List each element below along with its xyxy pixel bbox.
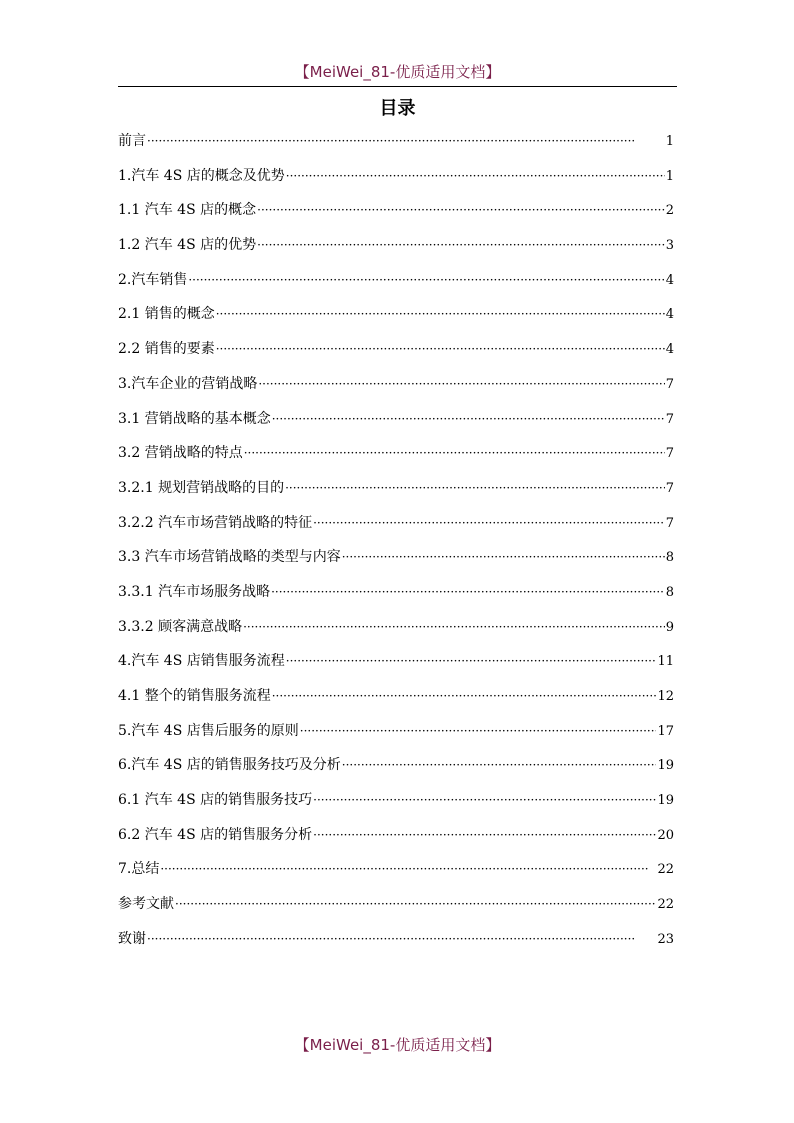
toc-dot-leader: [272, 402, 665, 437]
toc-dot-leader: [272, 679, 657, 714]
toc-dot-leader: [188, 263, 664, 298]
toc-entry[interactable]: [118, 402, 674, 437]
toc-dot-leader: [342, 540, 665, 575]
toc-entry-title: 3.1 营销战略的基本概念: [118, 410, 271, 427]
toc-entry-page-number: 7: [665, 515, 674, 531]
toc-entry-page-number: 7: [665, 446, 674, 462]
toc-entry[interactable]: [118, 818, 674, 853]
toc-dot-leader: [257, 228, 665, 263]
toc-entry[interactable]: [118, 922, 674, 957]
toc-entry-title: 1.2 汽车 4S 店的优势: [118, 237, 257, 254]
toc-dot-leader: [313, 506, 665, 541]
page-footer: 【MeiWei_81-优质适用文档】: [294, 1036, 501, 1054]
toc-entry-title: 参考文献: [118, 896, 174, 913]
toc-dot-leader: [313, 783, 656, 818]
toc-dot-leader: [147, 124, 665, 159]
toc-entry[interactable]: [118, 748, 674, 783]
toc-dot-leader: [257, 193, 665, 228]
toc-entry-title: 1.1 汽车 4S 店的概念: [118, 202, 257, 219]
toc-entry-page-number: 4: [665, 307, 674, 323]
toc-title: 目录: [379, 98, 416, 119]
toc-entry-page-number: 22: [657, 862, 674, 878]
toc-entry[interactable]: [118, 540, 674, 575]
toc-dot-leader: [286, 159, 665, 194]
toc-entry-title: 4.汽车 4S 店销售服务流程: [118, 653, 285, 670]
toc-entry[interactable]: [118, 367, 674, 402]
toc-entry-page-number: 4: [665, 272, 674, 288]
toc-entry-page-number: 9: [665, 619, 674, 635]
toc-entry-page-number: 23: [657, 931, 674, 947]
toc-entry[interactable]: [118, 159, 674, 194]
toc-entry[interactable]: [118, 263, 674, 298]
toc-entry[interactable]: [118, 228, 674, 263]
toc-dot-leader: [300, 714, 657, 749]
toc-entry-title: 3.2.1 规划营销战略的目的: [118, 479, 285, 496]
toc-entry-page-number: 7: [665, 376, 674, 392]
toc-entry-title: 6.汽车 4S 店的销售服务技巧及分析: [118, 757, 341, 774]
toc-entry-page-number: 1: [665, 134, 674, 149]
toc-entry-title: 3.2 营销战略的特点: [118, 445, 243, 462]
toc-entry-page-number: 19: [657, 793, 674, 809]
toc-dot-leader: [244, 436, 665, 471]
toc-dot-leader: [243, 610, 665, 645]
toc-entry-page-number: 12: [657, 689, 674, 704]
toc-dot-leader: [285, 471, 665, 506]
toc-entry[interactable]: [118, 332, 674, 367]
toc-entry-title: 3.3.1 汽车市场服务战略: [118, 583, 271, 600]
toc-entry-title: 5.汽车 4S 店售后服务的原则: [118, 722, 299, 739]
toc-dot-leader: [286, 644, 657, 679]
toc-entry-page-number: 22: [657, 897, 674, 913]
toc-entry-page-number: 3: [665, 238, 674, 254]
toc-dot-leader: [160, 852, 656, 887]
toc-entry[interactable]: [118, 471, 674, 506]
toc-entry-page-number: 17: [657, 723, 674, 739]
toc-entry-page-number: 7: [665, 480, 674, 496]
toc-entry-page-number: 7: [665, 411, 674, 427]
toc-entry-page-number: 11: [657, 654, 674, 670]
toc-dot-leader: [271, 575, 665, 610]
toc-entry[interactable]: [118, 436, 674, 471]
page-header: 【MeiWei_81-优质适用文档】: [118, 58, 677, 87]
toc-entry-page-number: 20: [657, 827, 674, 843]
toc-entry-title: 3.汽车企业的营销战略: [118, 375, 258, 392]
toc-entry-title: 6.1 汽车 4S 店的销售服务技巧: [118, 792, 313, 809]
toc-dot-leader: [258, 367, 664, 402]
toc-entry-page-number: 1: [665, 168, 674, 184]
toc-entry[interactable]: [118, 783, 674, 818]
toc-entry-title: 3.3 汽车市场营销战略的类型与内容: [118, 549, 341, 566]
toc-entry-title: 前言: [118, 133, 146, 149]
toc-entry[interactable]: [118, 575, 674, 610]
toc-entry-title: 致谢: [118, 930, 146, 947]
toc-entry-page-number: 8: [665, 584, 674, 600]
toc-entry[interactable]: [118, 887, 674, 922]
toc-entry[interactable]: [118, 852, 674, 887]
toc-entry-page-number: 8: [665, 550, 674, 566]
toc-entry[interactable]: [118, 124, 674, 159]
toc-entry-page-number: 19: [657, 758, 674, 774]
toc-entry-title: 1.汽车 4S 店的概念及优势: [118, 167, 285, 184]
toc-entry[interactable]: [118, 610, 674, 645]
toc-entry-title: 4.1 整个的销售服务流程: [118, 688, 271, 704]
toc-dot-leader: [313, 818, 656, 853]
toc-entry-title: 7.总结: [118, 861, 160, 878]
toc-dot-leader: [175, 887, 656, 922]
toc-entry-title: 2.汽车销售: [118, 271, 188, 288]
toc-entry[interactable]: [118, 297, 674, 332]
table-of-contents: [118, 124, 674, 957]
toc-dot-leader: [342, 748, 657, 783]
toc-entry-title: 2.2 销售的要素: [118, 341, 215, 358]
toc-entry[interactable]: [118, 679, 674, 714]
toc-entry[interactable]: [118, 506, 674, 541]
toc-entry-title: 3.2.2 汽车市场营销战略的特征: [118, 514, 313, 531]
toc-entry[interactable]: [118, 714, 674, 749]
toc-entry-page-number: 4: [665, 342, 674, 358]
toc-entry-title: 2.1 销售的概念: [118, 306, 215, 323]
toc-entry-title: 6.2 汽车 4S 店的销售服务分析: [118, 826, 313, 843]
toc-entry-page-number: 2: [665, 203, 674, 219]
toc-dot-leader: [216, 332, 665, 367]
toc-entry-title: 3.3.2 顾客满意战略: [118, 618, 243, 635]
toc-entry[interactable]: [118, 193, 674, 228]
toc-dot-leader: [216, 297, 665, 332]
toc-dot-leader: [147, 922, 656, 957]
toc-entry[interactable]: [118, 644, 674, 679]
